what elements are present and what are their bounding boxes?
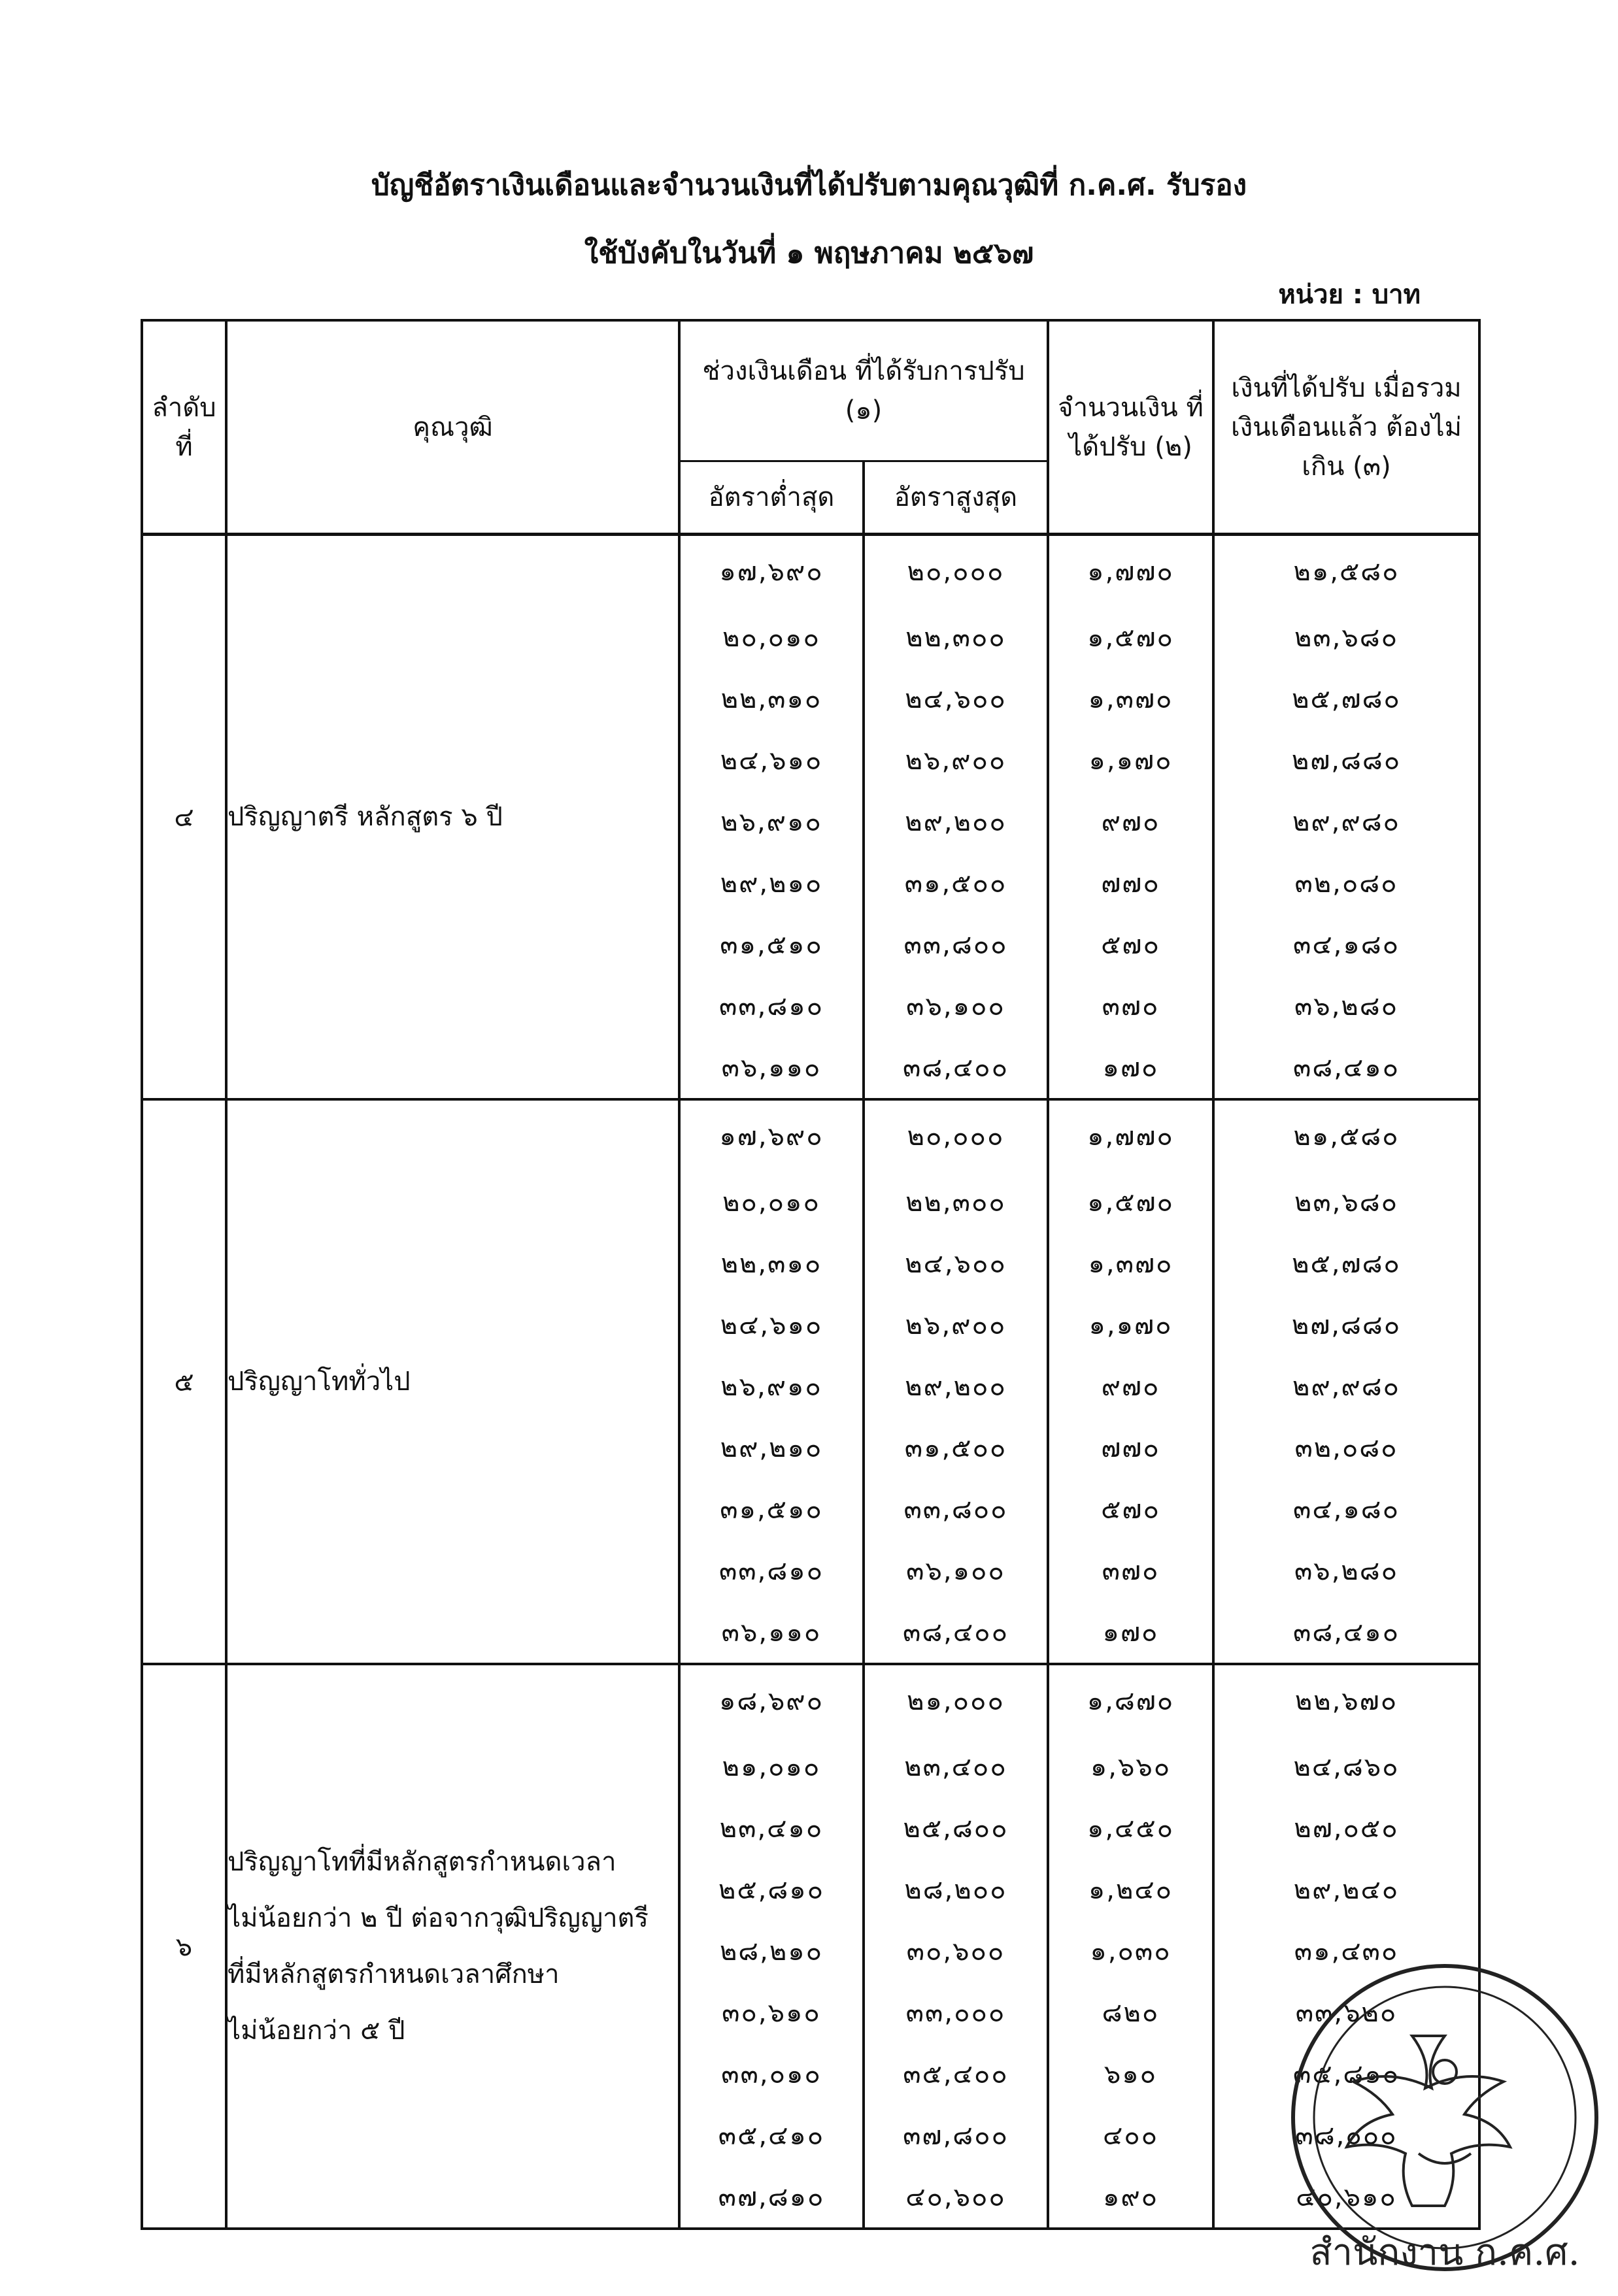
cap-cell: ๒๗,๐๕๐	[1213, 1797, 1479, 1859]
table-row	[142, 535, 1479, 607]
min-rate-cell: ๓๓,๐๑๐	[679, 2043, 864, 2105]
adjusted-amount-cell: ๕๗๐	[1048, 914, 1213, 975]
cap-cell: ๒๓,๖๘๐	[1213, 1171, 1479, 1233]
header-qualification: คุณวุฒิ	[226, 320, 679, 535]
salary-table	[141, 319, 1481, 2230]
max-rate-cell: ๓๗,๘๐๐	[864, 2105, 1048, 2166]
adjusted-amount-cell: ๓๗๐	[1048, 975, 1213, 1037]
adjusted-amount-cell: ๑,๓๗๐	[1048, 1233, 1213, 1294]
seal-text: สำนักงาน ก.ค.ศ.	[1309, 2231, 1580, 2274]
max-rate-cell: ๓๓,๘๐๐	[864, 1478, 1048, 1540]
max-rate-cell: ๓๓,๐๐๐	[864, 1982, 1048, 2043]
adjusted-amount-cell: ๑,๔๕๐	[1048, 1797, 1213, 1859]
cap-cell: ๓๔,๑๘๐	[1213, 914, 1479, 975]
cap-cell: ๒๑,๕๘๐	[1213, 535, 1479, 607]
cap-cell: ๒๙,๙๘๐	[1213, 791, 1479, 852]
row-qualification	[226, 1099, 679, 1664]
header-seq: ลำดับ ที่	[142, 320, 226, 535]
max-rate-cell: ๒๖,๙๐๐	[864, 729, 1048, 791]
adjusted-amount-cell: ๑,๖๖๐	[1048, 1736, 1213, 1797]
max-rate-cell: ๒๑,๐๐๐	[864, 1664, 1048, 1736]
max-rate-cell: ๓๖,๑๐๐	[864, 1540, 1048, 1601]
table-row	[142, 1664, 1479, 1736]
cap-cell: ๒๒,๖๗๐	[1213, 1664, 1479, 1736]
max-rate-cell: ๓๐,๖๐๐	[864, 1920, 1048, 1982]
min-rate-cell: ๒๖,๙๑๐	[679, 1356, 864, 1417]
min-rate-cell: ๓๑,๕๑๐	[679, 914, 864, 975]
cap-cell: ๓๔,๑๘๐	[1213, 1478, 1479, 1540]
header-salary-range: ช่วงเงินเดือน ที่ได้รับการปรับ (๑)	[679, 320, 1048, 461]
adjusted-amount-cell: ๗๗๐	[1048, 852, 1213, 914]
cap-cell: ๓๕,๘๑๐	[1213, 2043, 1479, 2105]
adjusted-amount-cell: ๓๗๐	[1048, 1540, 1213, 1601]
max-rate-cell: ๒๓,๔๐๐	[864, 1736, 1048, 1797]
min-rate-cell: ๒๑,๐๑๐	[679, 1736, 864, 1797]
min-rate-cell: ๒๒,๓๑๐	[679, 668, 864, 729]
cap-cell: ๓๘,๔๑๐	[1213, 1037, 1479, 1099]
document-title: บัญชีอัตราเงินเดือนและจำนวนเงินที่ได้ปรับตามคุณวุฒิที่ ก.ค.ศ. รับรอง	[371, 169, 1247, 202]
max-rate-cell: ๓๘,๔๐๐	[864, 1037, 1048, 1099]
max-rate-cell: ๔๐,๖๐๐	[864, 2166, 1048, 2229]
cap-cell: ๓๖,๒๘๐	[1213, 975, 1479, 1037]
min-rate-cell: ๑๗,๖๙๐	[679, 1099, 864, 1171]
office-seal-stamp	[1255, 1957, 1618, 2278]
adjusted-amount-cell: ๑,๘๗๐	[1048, 1664, 1213, 1736]
row-qualification	[226, 535, 679, 1100]
adjusted-amount-cell: ๑,๗๗๐	[1048, 1099, 1213, 1171]
min-rate-cell: ๓๕,๔๑๐	[679, 2105, 864, 2166]
row-seq: ๕	[142, 1099, 226, 1664]
min-rate-cell: ๓๗,๘๑๐	[679, 2166, 864, 2229]
min-rate-cell: ๑๘,๖๙๐	[679, 1664, 864, 1736]
cap-cell: ๓๑,๔๓๐	[1213, 1920, 1479, 1982]
adjusted-amount-cell: ๑๗๐	[1048, 1037, 1213, 1099]
adjusted-amount-cell: ๑๙๐	[1048, 2166, 1213, 2229]
min-rate-cell: ๒๕,๘๑๐	[679, 1859, 864, 1920]
qualification-line: ที่มีหลักสูตรกำหนดเวลาศึกษา	[228, 1959, 560, 1989]
header-adjusted-amount: จำนวนเงิน ที่ได้ปรับ (๒)	[1048, 320, 1213, 535]
adjusted-amount-cell: ๗๗๐	[1048, 1417, 1213, 1478]
qualification-line: ไม่น้อยกว่า ๕ ปี	[228, 2016, 405, 2046]
min-rate-cell: ๓๖,๑๑๐	[679, 1601, 864, 1664]
cap-cell: ๓๒,๐๘๐	[1213, 1417, 1479, 1478]
cap-cell: ๒๑,๕๘๐	[1213, 1099, 1479, 1171]
cap-cell: ๓๘,๔๑๐	[1213, 1601, 1479, 1664]
min-rate-cell: ๒๔,๖๑๐	[679, 729, 864, 791]
adjusted-amount-cell: ๑,๗๗๐	[1048, 535, 1213, 607]
min-rate-cell: ๒๙,๒๑๐	[679, 852, 864, 914]
adjusted-amount-cell: ๘๒๐	[1048, 1982, 1213, 2043]
min-rate-cell: ๒๒,๓๑๐	[679, 1233, 864, 1294]
adjusted-amount-cell: ๑,๐๓๐	[1048, 1920, 1213, 1982]
max-rate-cell: ๓๘,๔๐๐	[864, 1601, 1048, 1664]
min-rate-cell: ๓๖,๑๑๐	[679, 1037, 864, 1099]
min-rate-cell: ๒๐,๐๑๐	[679, 607, 864, 668]
min-rate-cell: ๒๘,๒๑๐	[679, 1920, 864, 1982]
adjusted-amount-cell: ๙๗๐	[1048, 791, 1213, 852]
adjusted-amount-cell: ๙๗๐	[1048, 1356, 1213, 1417]
adjusted-amount-cell: ๕๗๐	[1048, 1478, 1213, 1540]
min-rate-cell: ๓๑,๕๑๐	[679, 1478, 864, 1540]
min-rate-cell: ๒๓,๔๑๐	[679, 1797, 864, 1859]
adjusted-amount-cell: ๑๗๐	[1048, 1601, 1213, 1664]
qualification-line: ปริญญาตรี หลักสูตร ๖ ปี	[228, 802, 503, 832]
min-rate-cell: ๒๖,๙๑๐	[679, 791, 864, 852]
cap-cell: ๔๐,๖๑๐	[1213, 2166, 1479, 2229]
max-rate-cell: ๒๙,๒๐๐	[864, 791, 1048, 852]
max-rate-cell: ๒๐,๐๐๐	[864, 1099, 1048, 1171]
header-max-rate: อัตราสูงสุด	[864, 461, 1048, 535]
row-seq: ๔	[142, 535, 226, 1100]
qualification-line: ปริญญาโทที่มีหลักสูตรกำหนดเวลา	[228, 1847, 616, 1877]
adjusted-amount-cell: ๑,๕๗๐	[1048, 607, 1213, 668]
min-rate-cell: ๓๓,๘๑๐	[679, 975, 864, 1037]
cap-cell: ๒๗,๘๘๐	[1213, 729, 1479, 791]
row-seq: ๖	[142, 1664, 226, 2229]
max-rate-cell: ๒๔,๖๐๐	[864, 1233, 1048, 1294]
cap-cell: ๓๒,๐๘๐	[1213, 852, 1479, 914]
cap-cell: ๓๖,๒๘๐	[1213, 1540, 1479, 1601]
qualification-line: ไม่น้อยกว่า ๒ ปี ต่อจากวุฒิปริญญาตรี	[228, 1903, 649, 1933]
header-cap: เงินที่ได้ปรับ เมื่อรวมเงินเดือนแล้ว ต้องไม่เกิน (๓)	[1213, 320, 1479, 535]
max-rate-cell: ๒๔,๖๐๐	[864, 668, 1048, 729]
cap-cell: ๒๙,๙๘๐	[1213, 1356, 1479, 1417]
adjusted-amount-cell: ๑,๕๗๐	[1048, 1171, 1213, 1233]
cap-cell: ๒๕,๗๘๐	[1213, 668, 1479, 729]
cap-cell: ๓๘,๐๐๐	[1213, 2105, 1479, 2166]
adjusted-amount-cell: ๑,๒๔๐	[1048, 1859, 1213, 1920]
max-rate-cell: ๒๘,๒๐๐	[864, 1859, 1048, 1920]
max-rate-cell: ๒๐,๐๐๐	[864, 535, 1048, 607]
row-qualification	[226, 1664, 679, 2229]
cap-cell: ๒๙,๒๔๐	[1213, 1859, 1479, 1920]
adjusted-amount-cell: ๑,๓๗๐	[1048, 668, 1213, 729]
max-rate-cell: ๓๕,๔๐๐	[864, 2043, 1048, 2105]
cap-cell: ๒๕,๗๘๐	[1213, 1233, 1479, 1294]
min-rate-cell: ๒๐,๐๑๐	[679, 1171, 864, 1233]
max-rate-cell: ๓๑,๕๐๐	[864, 1417, 1048, 1478]
max-rate-cell: ๓๖,๑๐๐	[864, 975, 1048, 1037]
cap-cell: ๒๓,๖๘๐	[1213, 607, 1479, 668]
max-rate-cell: ๒๙,๒๐๐	[864, 1356, 1048, 1417]
max-rate-cell: ๓๑,๕๐๐	[864, 852, 1048, 914]
adjusted-amount-cell: ๔๐๐	[1048, 2105, 1213, 2166]
cap-cell: ๓๓,๖๒๐	[1213, 1982, 1479, 2043]
min-rate-cell: ๓๓,๘๑๐	[679, 1540, 864, 1601]
max-rate-cell: ๒๕,๘๐๐	[864, 1797, 1048, 1859]
adjusted-amount-cell: ๑,๑๗๐	[1048, 729, 1213, 791]
max-rate-cell: ๒๖,๙๐๐	[864, 1294, 1048, 1356]
min-rate-cell: ๑๗,๖๙๐	[679, 535, 864, 607]
effective-date: ใช้บังคับในวันที่ ๑ พฤษภาคม ๒๕๖๗	[584, 237, 1034, 270]
min-rate-cell: ๒๔,๖๑๐	[679, 1294, 864, 1356]
unit-label: หน่วย : บาท	[1278, 280, 1421, 310]
adjusted-amount-cell: ๑,๑๗๐	[1048, 1294, 1213, 1356]
header-min-rate: อัตราต่ำสุด	[679, 461, 864, 535]
max-rate-cell: ๒๒,๓๐๐	[864, 1171, 1048, 1233]
max-rate-cell: ๒๒,๓๐๐	[864, 607, 1048, 668]
qualification-line: ปริญญาโททั่วไป	[228, 1367, 411, 1397]
min-rate-cell: ๒๙,๒๑๐	[679, 1417, 864, 1478]
adjusted-amount-cell: ๖๑๐	[1048, 2043, 1213, 2105]
table-row	[142, 1099, 1479, 1171]
cap-cell: ๒๗,๘๘๐	[1213, 1294, 1479, 1356]
max-rate-cell: ๓๓,๘๐๐	[864, 914, 1048, 975]
min-rate-cell: ๓๐,๖๑๐	[679, 1982, 864, 2043]
cap-cell: ๒๔,๘๖๐	[1213, 1736, 1479, 1797]
